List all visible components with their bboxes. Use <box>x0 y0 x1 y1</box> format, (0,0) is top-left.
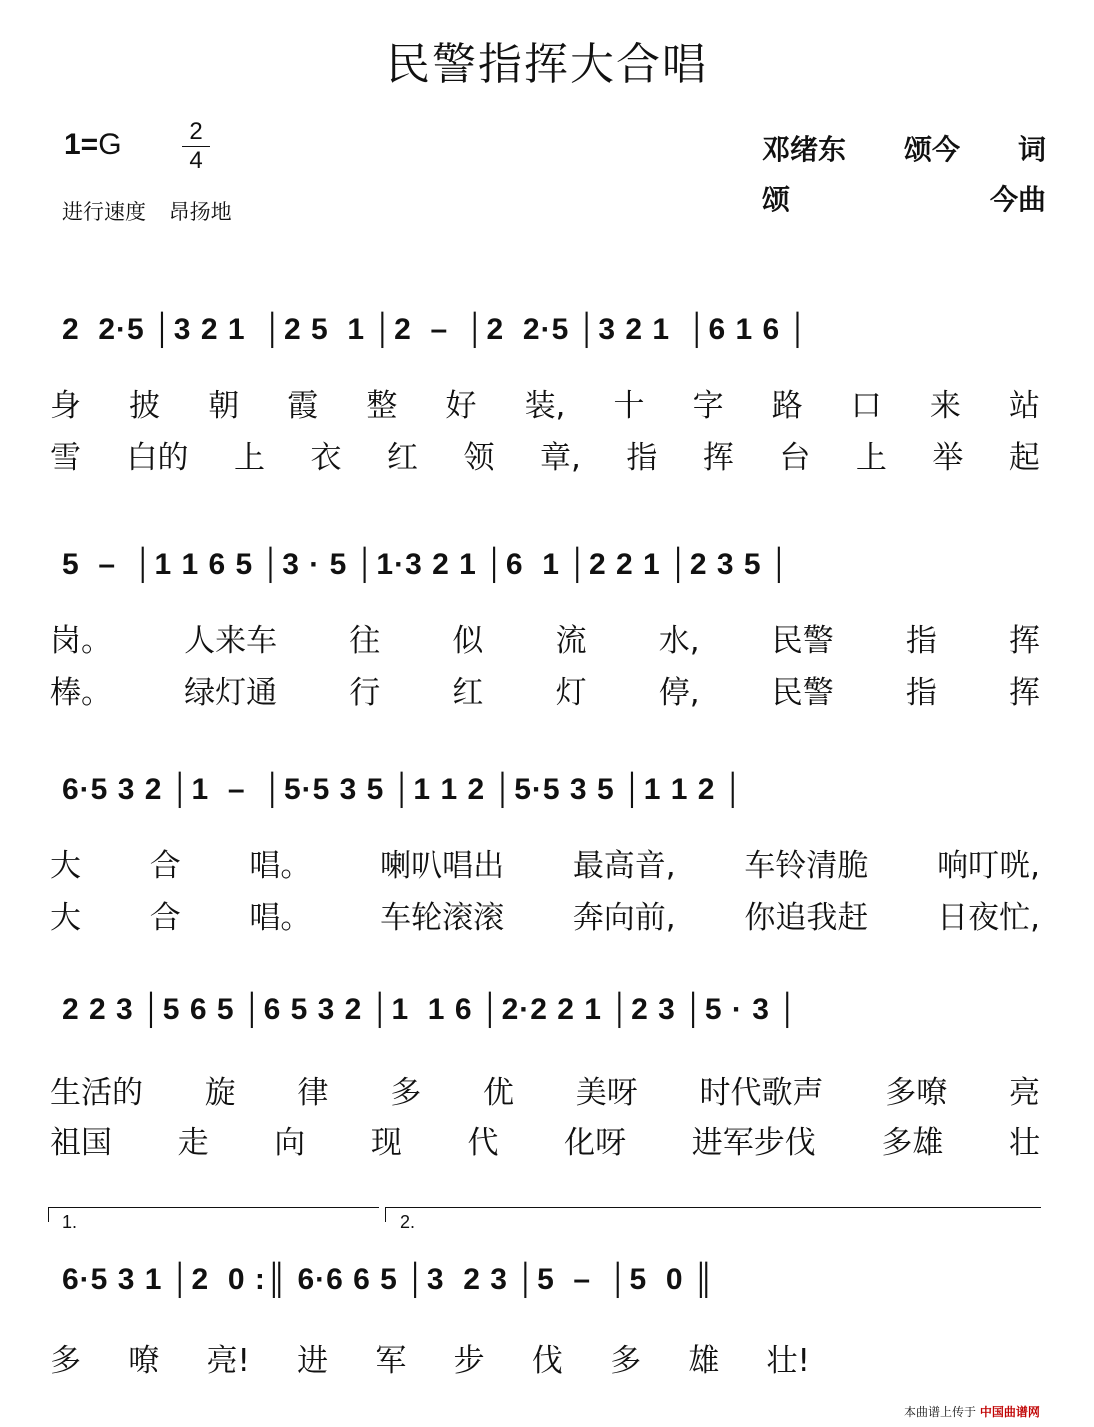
site-brand[interactable]: 中国曲谱网 <box>979 1405 1040 1419</box>
lyric-syllable: 章, <box>540 440 581 476</box>
lyric-syllable: 人来车 <box>184 623 278 659</box>
lyric-syllable: 红 <box>452 675 484 711</box>
lyric-syllable: 壮 <box>1009 1125 1040 1161</box>
lyric-syllable: 雪 <box>50 440 81 476</box>
lyric-syllable: 走 <box>177 1125 209 1161</box>
lyric-syllable: 字 <box>692 388 724 424</box>
lyric-syllable: 似 <box>452 623 484 659</box>
lyric-syllable: 霞 <box>287 388 319 424</box>
lyric-syllable: 多 <box>610 1343 642 1379</box>
notes-line: 5 – │1 1 6 5 │3 · 5 │1·3 2 1 │6 1 │2 2 1 │2 3 5 │ <box>62 548 791 581</box>
lyrics-verse-2-row-2 <box>50 667 1040 712</box>
lyrics-verse-1-row-3 <box>50 840 1040 885</box>
composer-name-1: 颂 <box>762 183 791 216</box>
lyric-syllable: 喇叭唱出 <box>380 848 505 884</box>
lyric-syllable: 军 <box>375 1343 407 1379</box>
lyric-syllable: 嘹 <box>128 1343 160 1379</box>
lyric-syllable: 上 <box>855 440 887 476</box>
lyric-syllable: 指 <box>905 675 937 711</box>
composer-credit <box>762 178 1046 218</box>
lyric-syllable: 你追我赶 <box>744 900 869 936</box>
notes-line: 6·5 3 2 │1 – │5·5 3 5 │1 1 2 │5·5 3 5 │1 1 2 │ <box>62 773 745 806</box>
lyric-syllable: 装, <box>524 388 566 424</box>
second-ending-label: 2. <box>400 1212 416 1232</box>
lyric-syllable: 领 <box>463 440 495 476</box>
notation-row-3 <box>50 765 1050 835</box>
lyrics-verse-1-row-4 <box>50 1067 1040 1112</box>
lyricist-credit <box>762 128 1046 168</box>
lyric-syllable: 雄 <box>688 1343 720 1379</box>
lyric-syllable: 举 <box>932 440 964 476</box>
lyric-syllable: 日夜忙, <box>937 900 1040 936</box>
time-top: 2 <box>189 118 203 145</box>
lyric-syllable: 岗。 <box>50 623 112 659</box>
lyric-syllable: 进 <box>297 1343 329 1379</box>
lyric-syllable: 行 <box>349 675 381 711</box>
lyric-syllable: 现 <box>370 1125 402 1161</box>
lyric-syllable: 多 <box>50 1343 81 1379</box>
notes-line: 6·5 3 1 │2 0 :║ 6·6 6 5 │3 2 3 │5 – │5 0 ║ <box>62 1263 716 1296</box>
lyricist-role: 词 <box>1017 133 1046 166</box>
lyric-syllable: 流 <box>555 623 587 659</box>
lyric-syllable: 优 <box>483 1075 514 1111</box>
lyricist-name-2: 颂今 <box>903 133 960 166</box>
lyric-syllable: 大 <box>50 848 81 884</box>
lyrics-row-5 <box>50 1335 810 1380</box>
lyric-syllable: 往 <box>349 623 381 659</box>
lyrics-verse-2-row-4 <box>50 1117 1040 1162</box>
lyric-syllable: 伐 <box>531 1343 563 1379</box>
footer-text: 本曲谱上传于 <box>904 1405 977 1419</box>
lyric-syllable: 指 <box>905 623 937 659</box>
lyric-syllable: 化呀 <box>564 1125 627 1161</box>
key-signature <box>64 128 122 162</box>
first-ending-label: 1. <box>62 1212 78 1232</box>
first-ending-bracket <box>48 1207 379 1222</box>
lyric-syllable: 好 <box>445 388 477 424</box>
notation-row-4 <box>50 985 1050 1055</box>
lyric-syllable: 时代歌声 <box>699 1075 824 1111</box>
second-ending-bracket <box>385 1207 1041 1222</box>
composer-name-2: 今曲 <box>989 183 1046 216</box>
lyric-syllable: 绿灯通 <box>184 675 278 711</box>
lyric-syllable: 大 <box>50 900 81 936</box>
lyric-syllable: 站 <box>1008 388 1040 424</box>
key-note: G <box>98 128 122 161</box>
lyric-syllable: 棒。 <box>50 675 112 711</box>
upload-footer <box>904 1403 1040 1420</box>
lyric-syllable: 台 <box>779 440 811 476</box>
page-title: 民警指挥大合唱 <box>386 39 708 90</box>
lyrics-verse-1-row-2 <box>50 615 1040 660</box>
lyric-syllable: 衣 <box>310 440 342 476</box>
notes-line: 2 2·5 │3 2 1 │2 5 1 │2 – │2 2·5 │3 2 1 │6 1 6 │ <box>62 313 810 346</box>
lyric-syllable: 向 <box>274 1125 306 1161</box>
lyric-syllable: 朝 <box>208 388 240 424</box>
lyric-syllable: 挥 <box>1008 675 1040 711</box>
lyric-syllable: 起 <box>1008 440 1040 476</box>
lyrics-verse-2-row-3 <box>50 892 1040 937</box>
lyric-syllable: 来 <box>929 388 961 424</box>
lyric-syllable: 亮 <box>1009 1075 1040 1111</box>
lyric-syllable: 披 <box>129 388 161 424</box>
lyric-syllable: 代 <box>467 1125 499 1161</box>
lyric-syllable: 美呀 <box>575 1075 638 1111</box>
lyric-syllable: 响叮咣, <box>937 848 1040 884</box>
lyric-syllable: 水, <box>658 623 700 659</box>
lyric-syllable: 旋 <box>204 1075 236 1111</box>
lyric-syllable: 壮! <box>766 1343 810 1379</box>
lyrics-verse-2-row-1 <box>50 432 1040 477</box>
notation-row-2 <box>50 540 1050 610</box>
lyric-syllable: 挥 <box>1008 623 1040 659</box>
lyric-syllable: 步 <box>453 1343 485 1379</box>
lyric-syllable: 灯 <box>555 675 587 711</box>
lyric-syllable: 亮! <box>206 1343 250 1379</box>
lyric-syllable: 唱。 <box>249 848 312 884</box>
lyric-syllable: 多 <box>390 1075 422 1111</box>
notation-row-5 <box>50 1255 1050 1325</box>
notes-line: 2 2 3 │5 6 5 │6 5 3 2 │1 1 6 │2·2 2 1 │2 3 │5 · 3 │ <box>62 993 799 1026</box>
lyric-syllable: 车轮滚滚 <box>380 900 505 936</box>
lyric-syllable: 红 <box>387 440 418 476</box>
lyric-syllable: 上 <box>234 440 265 476</box>
lyric-syllable: 白的 <box>126 440 189 476</box>
lyric-syllable: 十 <box>613 388 645 424</box>
lyric-syllable: 身 <box>50 388 81 424</box>
lyric-syllable: 最高音, <box>572 848 676 884</box>
lyric-syllable: 指 <box>626 440 658 476</box>
lyric-syllable: 多雄 <box>881 1125 944 1161</box>
lyric-syllable: 民警 <box>771 623 834 659</box>
lyric-syllable: 生活的 <box>50 1075 143 1111</box>
lyric-syllable: 唱。 <box>249 900 312 936</box>
lyric-syllable: 律 <box>297 1075 329 1111</box>
lyric-syllable: 合 <box>149 848 181 884</box>
key-prefix: 1= <box>64 128 99 161</box>
lyric-syllable: 进军步伐 <box>691 1125 816 1161</box>
lyric-syllable: 口 <box>850 388 882 424</box>
lyric-syllable: 整 <box>366 388 398 424</box>
lyricist-name: 邓绪东 <box>762 133 847 166</box>
time-bottom: 4 <box>189 147 203 174</box>
lyric-syllable: 祖国 <box>50 1125 112 1161</box>
lyric-syllable: 多嘹 <box>885 1075 948 1111</box>
lyric-syllable: 停, <box>658 675 700 711</box>
lyrics-verse-1-row-1 <box>50 380 1040 425</box>
lyric-syllable: 车铃清脆 <box>744 848 869 884</box>
lyric-syllable: 合 <box>149 900 181 936</box>
tempo-marking: 进行速度 昂扬地 <box>62 200 232 224</box>
lyric-syllable: 挥 <box>702 440 734 476</box>
lyric-syllable: 路 <box>771 388 803 424</box>
time-signature <box>182 118 210 175</box>
notation-row-1 <box>50 305 1050 375</box>
lyric-syllable: 奔向前, <box>572 900 676 936</box>
lyric-syllable: 民警 <box>771 675 834 711</box>
